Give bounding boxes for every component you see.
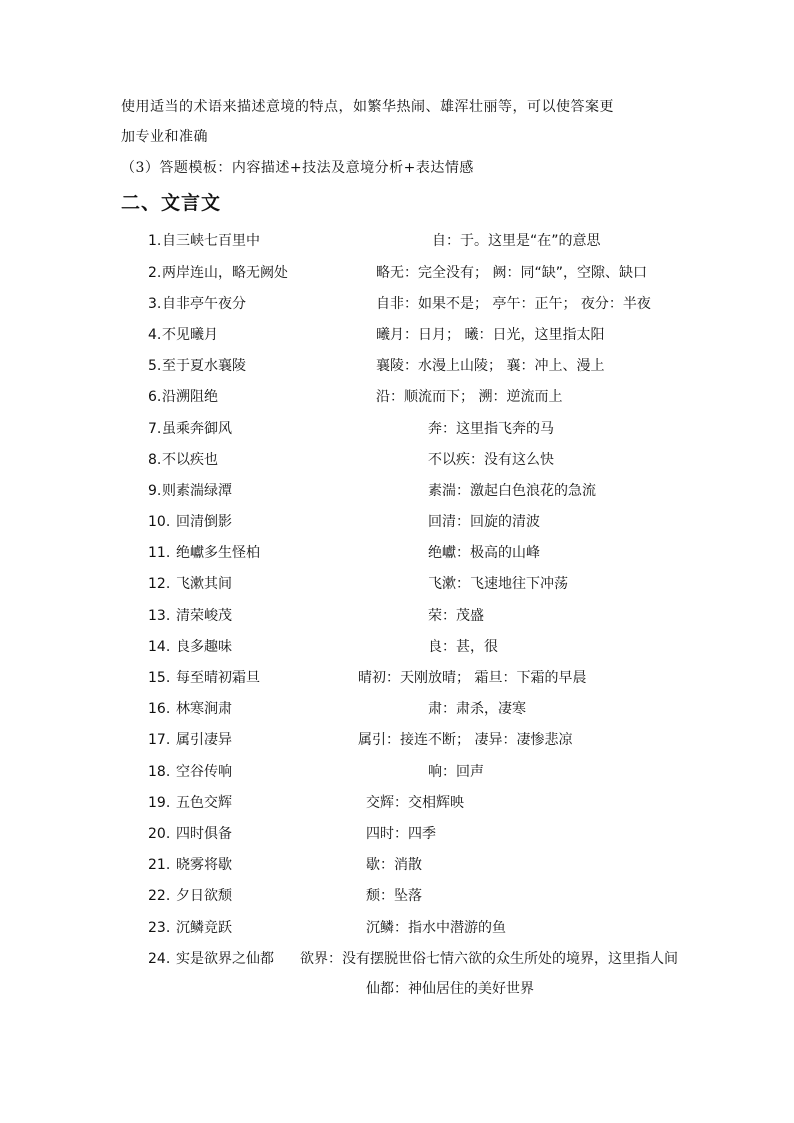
vocab-phrase: 林寒涧肃 (176, 701, 232, 717)
vocab-phrase: 沿溯阻绝 (162, 389, 218, 405)
vocab-gloss: 素湍：激起白色浪花的急流 (428, 483, 596, 499)
vocab-number: 22. (148, 888, 171, 904)
vocab-number: 9. (148, 483, 162, 499)
vocab-gloss: 曦月：日月； 曦：日光，这里指太阳 (376, 327, 605, 343)
vocab-phrase: 虽乘奔御风 (162, 421, 232, 437)
vocab-gloss: 襄陵：水漫上山陵； 襄：冲上、漫上 (376, 358, 605, 374)
vocab-phrase: 至于夏水襄陵 (162, 358, 246, 374)
vocab-gloss: 奔：这里指飞奔的马 (428, 421, 554, 437)
vocab-number: 8. (148, 452, 162, 468)
vocab-phrase: 沉鳞竞跃 (176, 920, 232, 936)
vocab-phrase: 五色交辉 (176, 795, 232, 811)
vocab-phrase: 四时俱备 (176, 826, 232, 842)
vocab-gloss: 属引：接连不断； 凄异：凄惨悲凉 (358, 732, 573, 748)
vocab-number: 13. (148, 608, 171, 624)
vocab-phrase: 两岸连山，略无阙处 (162, 265, 288, 281)
vocab-number: 12. (148, 576, 171, 592)
vocab-number: 23. (148, 920, 171, 936)
vocab-gloss: 不以疾：没有这么快 (428, 452, 554, 468)
vocab-number: 17. (148, 732, 171, 748)
vocab-phrase: 每至晴初霜旦 (176, 670, 260, 686)
vocab-gloss: 交辉：交相辉映 (366, 795, 464, 811)
vocab-number: 3. (148, 296, 162, 312)
vocab-gloss: 荣：茂盛 (428, 608, 484, 624)
vocab-number: 11. (148, 545, 171, 561)
vocab-number: 6. (148, 389, 162, 405)
vocab-number: 14. (148, 639, 171, 655)
vocab-phrase: 则素湍绿潭 (162, 483, 232, 499)
vocab-number: 1. (148, 233, 162, 249)
vocab-number: 10. (148, 514, 171, 530)
vocab-number: 16. (148, 701, 171, 717)
vocab-phrase: 空谷传响 (176, 764, 232, 780)
vocab-phrase: 回清倒影 (176, 514, 232, 530)
vocab-phrase: 飞漱其间 (176, 576, 232, 592)
vocab-gloss: 飞漱：飞速地往下冲荡 (428, 576, 568, 592)
vocab-phrase: 晓雾将歇 (176, 857, 232, 873)
vocab-phrase: 不以疾也 (162, 452, 218, 468)
vocab-gloss: 四时：四季 (366, 826, 436, 842)
vocab-gloss: 良：甚，很 (428, 639, 498, 655)
vocab-number: 21. (148, 857, 171, 873)
vocab-gloss: 沿：顺流而下； 溯：逆流而上 (376, 389, 563, 405)
vocab-gloss: 回清：回旋的清波 (428, 514, 540, 530)
vocab-phrase: 自三峡七百里中 (162, 233, 260, 249)
vocab-gloss: 沉鳞：指水中潜游的鱼 (366, 920, 506, 936)
vocab-number: 7. (148, 421, 162, 437)
vocab-number: 18. (148, 764, 171, 780)
section-heading: 二、文言文 (121, 192, 222, 214)
vocab-phrase: 绝巘多生怪柏 (176, 545, 260, 561)
vocab-phrase: 自非亭午夜分 (162, 296, 246, 312)
vocab-phrase: 实是欲界之仙都 (176, 951, 274, 967)
vocab-gloss: 自非：如果不是； 亭午：正午； 夜分：半夜 (376, 296, 651, 312)
vocab-gloss: 肃：肃杀，凄寒 (428, 701, 526, 717)
vocab-gloss: 绝巘：极高的山峰 (428, 545, 540, 561)
vocab-number: 24. (148, 951, 171, 967)
vocab-number: 20. (148, 826, 171, 842)
vocab-gloss: 晴初：天刚放晴； 霜旦：下霜的早晨 (358, 670, 587, 686)
vocab-gloss: 响：回声 (428, 764, 484, 780)
intro-line-1: 使用适当的术语来描述意境的特点，如繁华热闹、雄浑壮丽等，可以使答案更 (121, 99, 614, 115)
intro-line-2: 加专业和准确 (121, 129, 208, 145)
vocab-phrase: 清荣峻茂 (176, 608, 232, 624)
vocab-number: 2. (148, 265, 162, 281)
vocab-gloss-secondary: 仙都：神仙居住的美好世界 (366, 981, 534, 997)
vocab-phrase: 属引凄异 (176, 732, 232, 748)
vocab-gloss: 颓：坠落 (366, 888, 422, 904)
vocab-gloss: 欲界：没有摆脱世俗七情六欲的众生所处的境界，这里指人间 (300, 951, 678, 967)
vocab-gloss: 歇：消散 (366, 857, 422, 873)
vocab-number: 15. (148, 670, 171, 686)
vocab-number: 4. (148, 327, 162, 343)
vocab-phrase: 夕日欲颓 (176, 888, 232, 904)
vocab-gloss: 自：于。这里是“在”的意思 (432, 233, 601, 249)
vocab-phrase: 不见曦月 (162, 327, 218, 343)
vocab-number: 19. (148, 795, 171, 811)
vocab-number: 5. (148, 358, 162, 374)
vocab-gloss: 略无：完全没有； 阙：同“缺”，空隙、缺口 (376, 265, 647, 281)
vocab-phrase: 良多趣味 (176, 639, 232, 655)
answer-template-line: （3）答题模板：内容描述+技法及意境分析+表达情感 (121, 160, 474, 176)
